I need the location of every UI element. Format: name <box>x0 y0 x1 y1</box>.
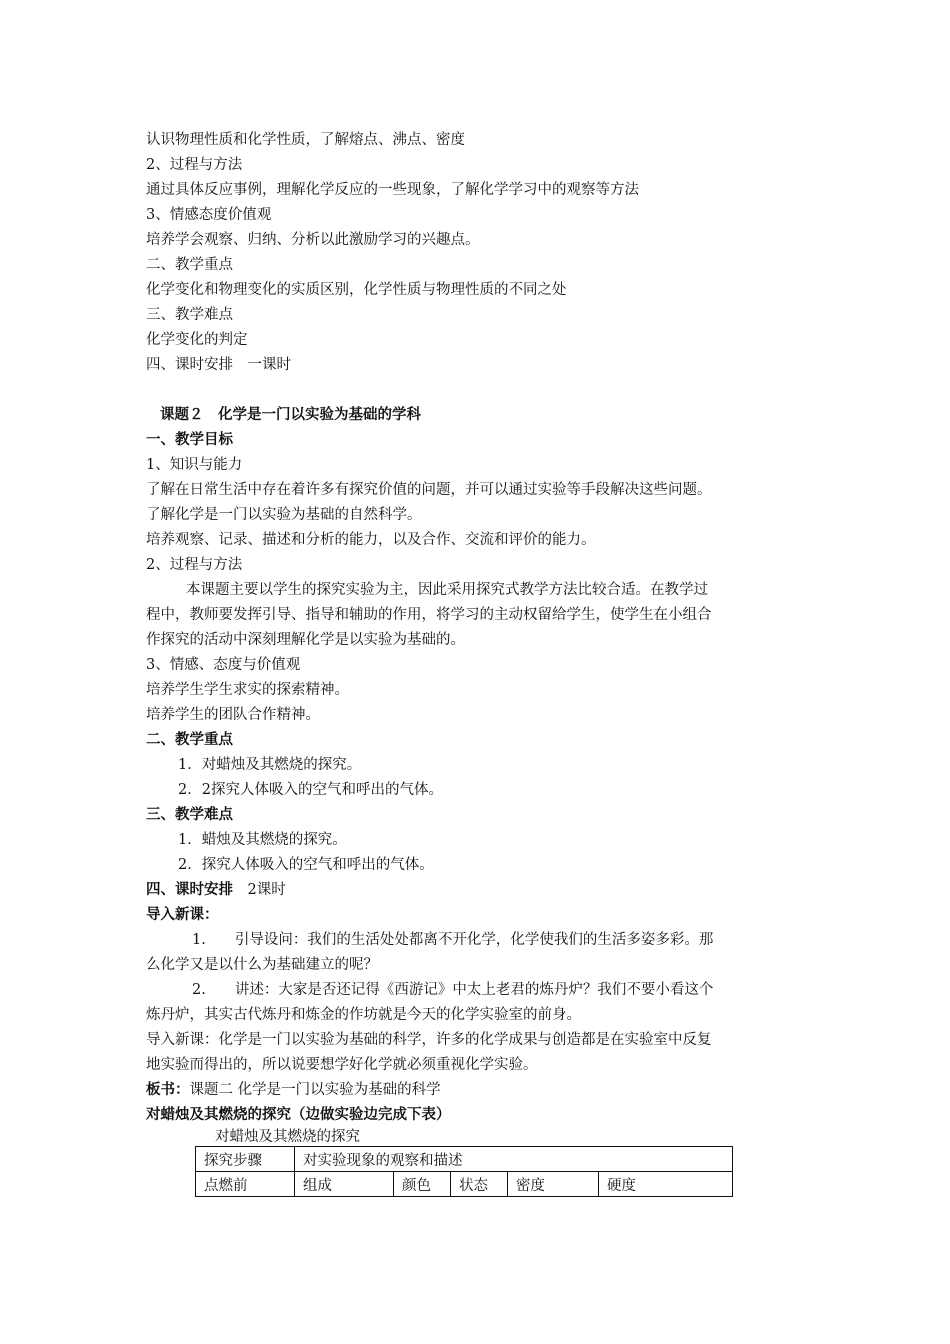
text-line <box>178 855 434 875</box>
text-line <box>146 455 242 475</box>
line-text: 四、课时安排 一课时 <box>146 357 291 373</box>
text-line <box>146 655 300 675</box>
line-text: 一、教学目标 <box>146 431 233 448</box>
line-text: 炼丹炉，其实古代炼丹和炼金的作坊就是今天的化学实验室的前身。 <box>146 1007 581 1023</box>
text-line <box>146 955 378 975</box>
text-line <box>146 730 233 750</box>
text-line <box>146 480 712 500</box>
line-text: 3、情感、态度与价值观 <box>146 657 301 673</box>
line-text: 本课题主要以学生的探究实验为主，因此采用探究式教学方法比较合适。在教学过 <box>186 582 708 598</box>
line-text: 2、过程与方法 <box>146 557 243 573</box>
text-line <box>146 230 480 250</box>
text-line <box>160 405 421 425</box>
text-line <box>146 430 233 450</box>
line-text: 2．2探究人体吸入的空气和呼出的气体。 <box>178 782 443 798</box>
text-line <box>146 880 286 900</box>
line-text: 培养学生的团队合作精神。 <box>146 707 320 723</box>
line-text: 二、教学重点 <box>146 257 233 273</box>
line-text: 培养学会观察、归纳、分析以此激励学习的兴趣点。 <box>146 232 480 248</box>
text-line <box>146 205 271 225</box>
line-text: 1．对蜡烛及其燃烧的探究。 <box>178 757 362 773</box>
line-text: 导入新课： <box>146 906 219 923</box>
text-line <box>146 305 233 325</box>
line-suffix: 2课时 <box>233 882 286 898</box>
text-line <box>146 280 567 300</box>
text-line <box>178 830 347 850</box>
table-cell: 密度 <box>508 1172 599 1197</box>
line-text: 对蜡烛及其燃烧的探究 <box>215 1129 360 1145</box>
text-line <box>146 1080 441 1100</box>
line-text: 三、教学难点 <box>146 806 233 823</box>
text-line <box>192 980 713 1000</box>
line-text: 板书： <box>146 1081 190 1098</box>
line-text: 2. 讲述：大家是否还记得《西游记》中太上老君的炼丹炉？我们不要小看这个 <box>192 982 714 998</box>
text-line <box>215 1127 360 1147</box>
text-line <box>146 555 242 575</box>
text-line <box>146 530 596 550</box>
text-line <box>146 505 422 525</box>
text-line <box>146 680 349 700</box>
text-line <box>178 780 443 800</box>
line-text: 3、情感态度价值观 <box>146 207 272 223</box>
line-text: 2、过程与方法 <box>146 157 243 173</box>
table-cell: 状态 <box>451 1172 508 1197</box>
text-line <box>146 1105 451 1125</box>
text-line <box>146 630 465 650</box>
line-text: 了解在日常生活中存在着许多有探究价值的问题，并可以通过实验等手段解决这些问题。 <box>146 482 712 498</box>
line-text: 2．探究人体吸入的空气和呼出的气体。 <box>178 857 434 873</box>
line-text: 么化学又是以什么为基础建立的呢？ <box>146 957 378 973</box>
table-cell: 颜色 <box>394 1172 451 1197</box>
text-line <box>192 930 713 950</box>
line-text: 三、教学难点 <box>146 307 233 323</box>
line-text: 地实验而得出的，所以说要想学好化学就必须重视化学实验。 <box>146 1057 538 1073</box>
text-line <box>146 355 291 375</box>
line-text: 课题２ 化学是一门以实验为基础的学科 <box>160 406 421 423</box>
text-line <box>146 330 248 350</box>
text-line <box>146 705 320 725</box>
line-text: 培养观察、记录、描述和分析的能力，以及合作、交流和评价的能力。 <box>146 532 596 548</box>
table-cell: 探究步骤 <box>196 1147 295 1172</box>
text-line <box>146 1005 581 1025</box>
text-line <box>178 755 361 775</box>
candle-inquiry-table <box>195 1146 733 1197</box>
line-text: 四、课时安排 <box>146 881 233 898</box>
text-line <box>146 1030 712 1050</box>
text-line <box>146 155 242 175</box>
line-text: 通过具体反应事例，理解化学反应的一些现象，了解化学学习中的观察等方法 <box>146 182 639 198</box>
line-text: 1、知识与能力 <box>146 457 243 473</box>
line-text: 导入新课：化学是一门以实验为基础的科学，许多的化学成果与创造都是在实验室中反复 <box>146 1032 712 1048</box>
line-text: 化学变化和物理变化的实质区别，化学性质与物理性质的不同之处 <box>146 282 567 298</box>
text-line <box>146 255 233 275</box>
text-line <box>186 580 708 600</box>
text-line <box>146 130 465 150</box>
line-text: 化学变化的判定 <box>146 332 248 348</box>
text-line <box>146 605 712 625</box>
line-text: 程中，教师要发挥引导、指导和辅助的作用，将学习的主动权留给学生，使学生在小组合 <box>146 607 712 623</box>
text-line <box>146 1055 538 1075</box>
table-cell: 对实验现象的观察和描述 <box>295 1147 733 1172</box>
table-row <box>196 1172 733 1197</box>
text-line <box>146 905 219 925</box>
text-line <box>146 180 639 200</box>
line-suffix: 课题二 化学是一门以实验为基础的科学 <box>189 1082 441 1098</box>
line-text: 对蜡烛及其燃烧的探究（边做实验边完成下表） <box>146 1106 451 1123</box>
table-cell: 硬度 <box>599 1172 733 1197</box>
table-row <box>196 1147 733 1172</box>
line-text: 二、教学重点 <box>146 731 233 748</box>
line-text: 作探究的活动中深刻理解化学是以实验为基础的。 <box>146 632 465 648</box>
table-cell: 组成 <box>295 1172 394 1197</box>
line-text: 了解化学是一门以实验为基础的自然科学。 <box>146 507 422 523</box>
line-text: 培养学生学生求实的探索精神。 <box>146 682 349 698</box>
line-text: 1．蜡烛及其燃烧的探究。 <box>178 832 347 848</box>
line-text: 认识物理性质和化学性质，了解熔点、沸点、密度 <box>146 132 465 148</box>
text-line <box>146 805 233 825</box>
line-text: 1. 引导设问：我们的生活处处都离不开化学，化学使我们的生活多姿多彩。那 <box>192 932 714 948</box>
table-cell: 点燃前 <box>196 1172 295 1197</box>
